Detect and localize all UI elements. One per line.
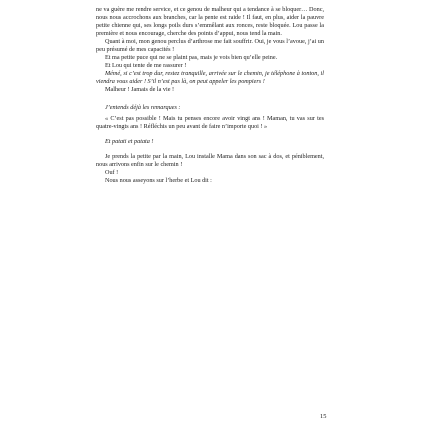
paragraph: J’entends déjà les remarques :	[105, 103, 181, 111]
page-number: 15	[320, 413, 327, 420]
paragraph: Et ma petite puce qui ne se plaint pas, mais je vois bien qu’elle peine.	[105, 54, 278, 62]
quote-paragraph: « C’est pas possible ! Mais tu penses encore avoir vingt ans ! Maman, tu vas sur tes quatre-vingts ans ! Réfléchis un peu avant de faire n’importe quoi ! »	[96, 114, 324, 130]
text-column	[96, 6, 324, 185]
dialogue-paragraph: Mémé, si c’est trop dur, restez tranquille, arrivée sur le chemin, je téléphone à tonton, il viendra vous aider ! S’il n’est pas là, on peut appeler les pompiers !	[96, 70, 324, 86]
paragraph: Ouf !	[105, 168, 119, 176]
paragraph: Je prends la petite par la main, Lou installe Mama dans son sac à dos, et péniblement, nous arrivons enfin sur le chemin !	[96, 152, 324, 168]
paragraph: Malheur ! Jamais de la vie !	[105, 86, 175, 94]
paragraph: Et Lou qui tente de me rassurer !	[105, 62, 187, 70]
paragraph: Nous nous asseyons sur l’herbe et Lou dit :	[105, 176, 212, 184]
paragraph: Quant à moi, mon genou perclus d’arthrose me fait souffrir. Oui, je vous l’avoue, j’ai un peu présumé de mes capacités !	[96, 38, 324, 54]
paragraph: ne va guère me rendre service, et ce genou de malheur qui a tendance à se bloquer… Donc, nous nous accrochons aux branches, car la pente est raide ! Il faut, en plus, aider la pauvre petite chienne qui, ses longs poils durs s’emmêlant aux ronces, reste bloquée. Lou passe la première et nous encourage, cherche des points d’appui, nous tend la main.	[96, 6, 324, 38]
paragraph: Et patati et patata !	[105, 137, 154, 145]
